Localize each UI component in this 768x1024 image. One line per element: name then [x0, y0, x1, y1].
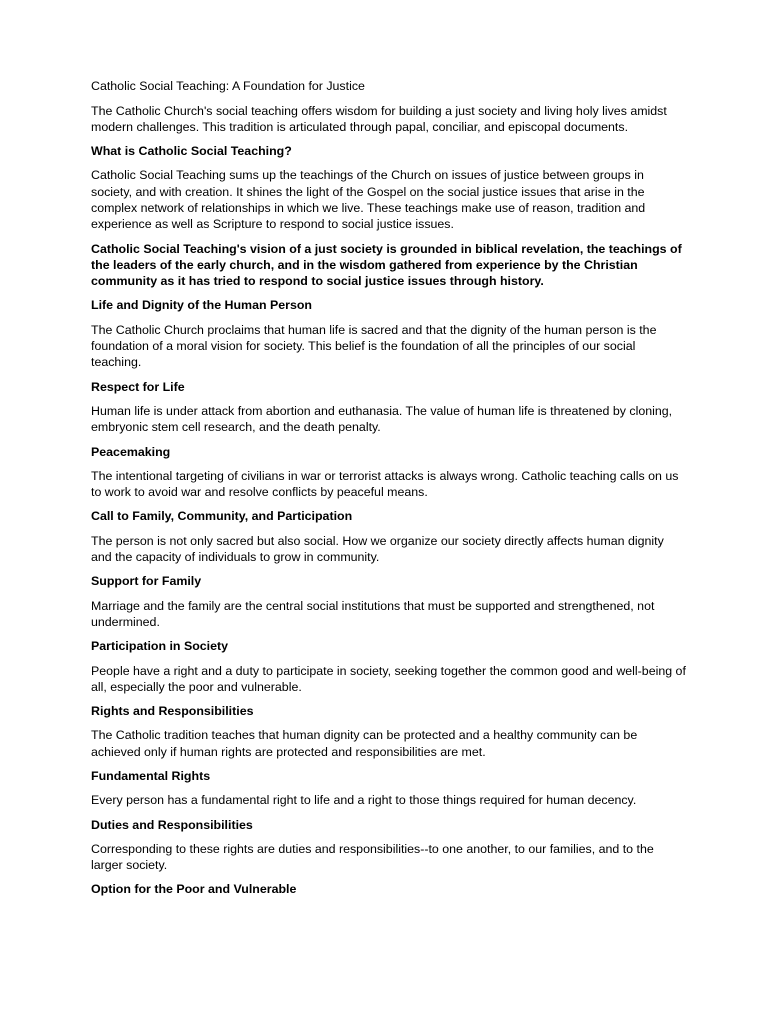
duties-paragraph: Corresponding to these rights are duties and responsibilities--to one another, to our families, and to the larger society. [91, 841, 654, 873]
participation-paragraph: People have a right and a duty to participate in society, seeking together the common good and well-being of all, especially the poor and vulnerable. [91, 663, 686, 694]
section-heading-fundamental-rights: Fundamental Rights [91, 769, 211, 783]
document-title: Catholic Social Teaching: A Foundation for Justice [91, 79, 365, 93]
section-heading-participation: Participation in Society [91, 639, 229, 654]
section-heading-option-for-poor: Option for the Poor and Vulnerable [91, 882, 297, 897]
section-heading-family-community: Call to Family, Community, and Participation [91, 509, 353, 524]
respect-for-life-paragraph: Human life is under attack from abortion and euthanasia. The value of human life is threatened by cloning, embryonic stem cell research, and the death penalty. [91, 403, 673, 435]
section-heading-rights-responsibilities: Rights and Responsibilities [91, 704, 254, 719]
section-heading-life-dignity: Life and Dignity of the Human Person [91, 298, 312, 313]
what-is-cst-paragraph: Catholic Social Teaching sums up the teachings of the Church on issues of justice between groups in society, and with creation. It shines the light of the Gospel on the social justice issues that arise in the complex network of relationships in which we live. These teachings make use of reason, tradition and experience as well as Scripture to respond to social justice issues. [91, 168, 646, 232]
document-page [91, 79, 686, 906]
section-heading-peacemaking: Peacemaking [91, 444, 171, 459]
section-heading-respect-for-life: Respect for Life [91, 379, 185, 394]
life-dignity-paragraph: The Catholic Church proclaims that human life is sacred and that the dignity of the human person is the foundation of a moral vision for society. This belief is the foundation of all the principles of our social teaching. [91, 322, 657, 370]
support-family-paragraph: Marriage and the family are the central social institutions that must be supported and strengthened, not undermined. [91, 598, 655, 629]
rights-responsibilities-paragraph: The Catholic tradition teaches that human dignity can be protected and a healthy community can be achieved only if human rights are protected and responsibilities are met. [91, 728, 638, 759]
section-heading-what-is-cst: What is Catholic Social Teaching? [91, 144, 292, 159]
section-heading-duties: Duties and Responsibilities [91, 817, 253, 832]
vision-paragraph: Catholic Social Teaching's vision of a just society is grounded in biblical revelation, the teachings of the leaders of the early church, and in the wisdom gathered from experience by the Christian community as it has tried to respond to social justice issues through history. [91, 241, 682, 289]
peacemaking-paragraph: The intentional targeting of civilians in war or terrorist attacks is always wrong. Catholic teaching calls on us to work to avoid war and resolve conflicts by peaceful means. [91, 468, 679, 500]
intro-paragraph: The Catholic Church's social teaching offers wisdom for building a just society and living holy lives amidst modern challenges. This tradition is articulated through papal, conciliar, and episcopal documents. [91, 103, 667, 134]
family-community-paragraph: The person is not only sacred but also social. How we organize our society directly affects human dignity and the capacity of individuals to grow in community. [91, 533, 664, 565]
section-heading-support-family: Support for Family [91, 574, 202, 589]
fundamental-rights-paragraph: Every person has a fundamental right to life and a right to those things required for human decency. [91, 793, 637, 808]
